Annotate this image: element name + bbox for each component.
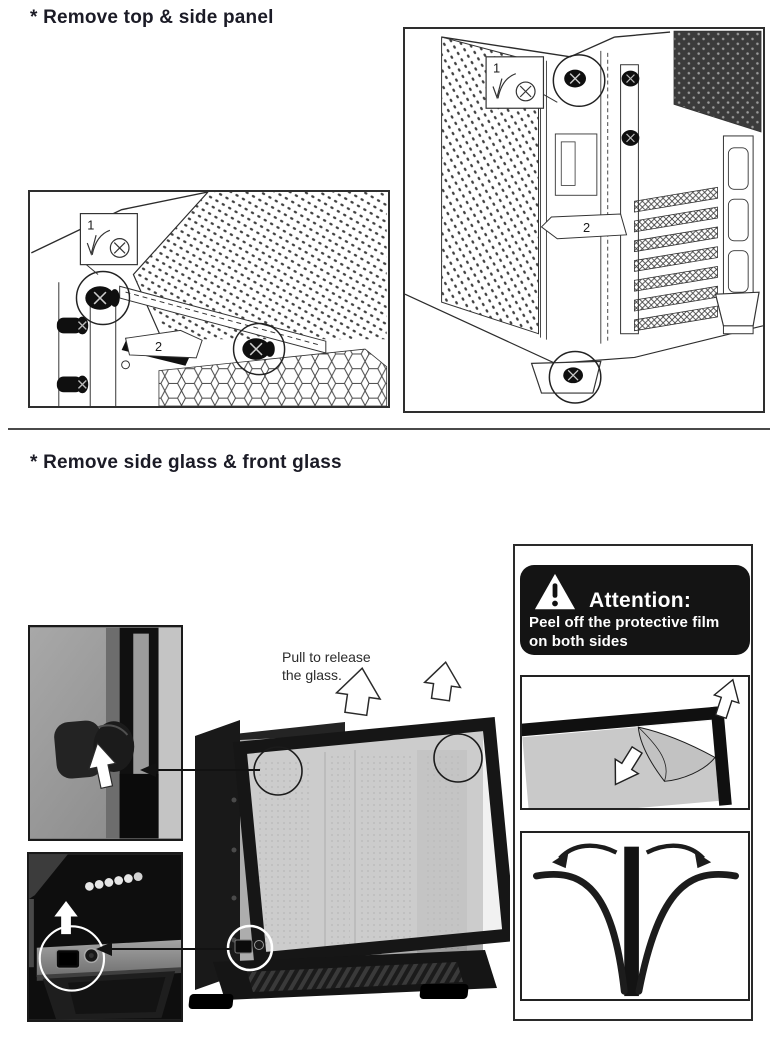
attention-title: Attention: — [589, 589, 692, 612]
peel-both-sides-illustration — [522, 833, 748, 999]
detail-photo-glass-pin — [28, 625, 183, 841]
pci-slot-covers — [634, 187, 717, 330]
callout-step1 — [80, 214, 137, 275]
case-foot — [716, 292, 760, 326]
pull-note-line1: Pull to release — [282, 649, 371, 665]
warning-triangle-icon — [533, 572, 577, 612]
right-arrowhead-icon — [695, 852, 712, 869]
rear-panel-line-art — [405, 29, 763, 411]
bottom-latch-closeup — [29, 854, 181, 1020]
section-title-remove-glass: * Remove side glass & front glass — [30, 452, 342, 473]
film-curl-right — [639, 874, 736, 991]
left-arrowhead-icon — [552, 852, 569, 869]
screw-cross-icon — [516, 82, 535, 101]
callout-connector-line — [154, 769, 260, 771]
pull-note-line2: the glass. — [282, 667, 342, 683]
step-number: 1 — [87, 217, 95, 233]
glass-edge-bar — [624, 847, 639, 996]
perforated-top-panel — [133, 192, 386, 339]
case-foot — [419, 984, 469, 999]
callout-leader-line — [86, 265, 98, 275]
glass-pin-closeup — [30, 627, 181, 839]
figure-peel-both-sides — [520, 831, 750, 1001]
figure-top-panel-screws — [28, 190, 390, 408]
attention-line2: on both sides — [529, 633, 628, 650]
thumbscrew-icon — [57, 376, 88, 394]
case-glass-illustration — [185, 640, 510, 1012]
callout-step2 — [126, 330, 203, 357]
thumbscrew-icon — [57, 317, 88, 335]
peel-film-illustration — [522, 677, 748, 808]
section-title-remove-top-side-panel: * Remove top & side panel — [30, 7, 274, 28]
glass-panel — [240, 724, 509, 959]
front-mesh-panel — [674, 31, 761, 132]
step-number: 1 — [493, 60, 501, 76]
up-arrow-icon — [423, 660, 464, 702]
circled-thumbscrew — [553, 55, 604, 106]
step-number: 2 — [155, 339, 163, 355]
instruction-panel — [513, 544, 753, 1021]
screw-cross-icon — [110, 239, 129, 258]
thumbscrew-icon — [622, 71, 640, 87]
callout-step2 — [541, 214, 626, 239]
left-arrowhead-icon — [140, 763, 156, 777]
attention-line1: Peel off the protective film — [529, 614, 720, 631]
figure-rear-panel-screws — [403, 27, 765, 413]
left-arrowhead-icon — [96, 942, 112, 956]
thumbscrew-icon — [622, 130, 640, 146]
figure-peel-film — [520, 675, 750, 810]
film-curl-left — [536, 874, 624, 991]
case-foot — [188, 994, 234, 1009]
case-with-glass — [185, 640, 510, 1012]
callout-leader-line — [543, 94, 557, 102]
callout-connector-line — [110, 948, 232, 950]
attention-box — [520, 565, 750, 655]
step-number: 2 — [583, 219, 591, 235]
detail-photo-bottom-latch — [27, 852, 183, 1022]
section-divider — [8, 428, 770, 430]
top-panel-line-art — [30, 192, 388, 406]
